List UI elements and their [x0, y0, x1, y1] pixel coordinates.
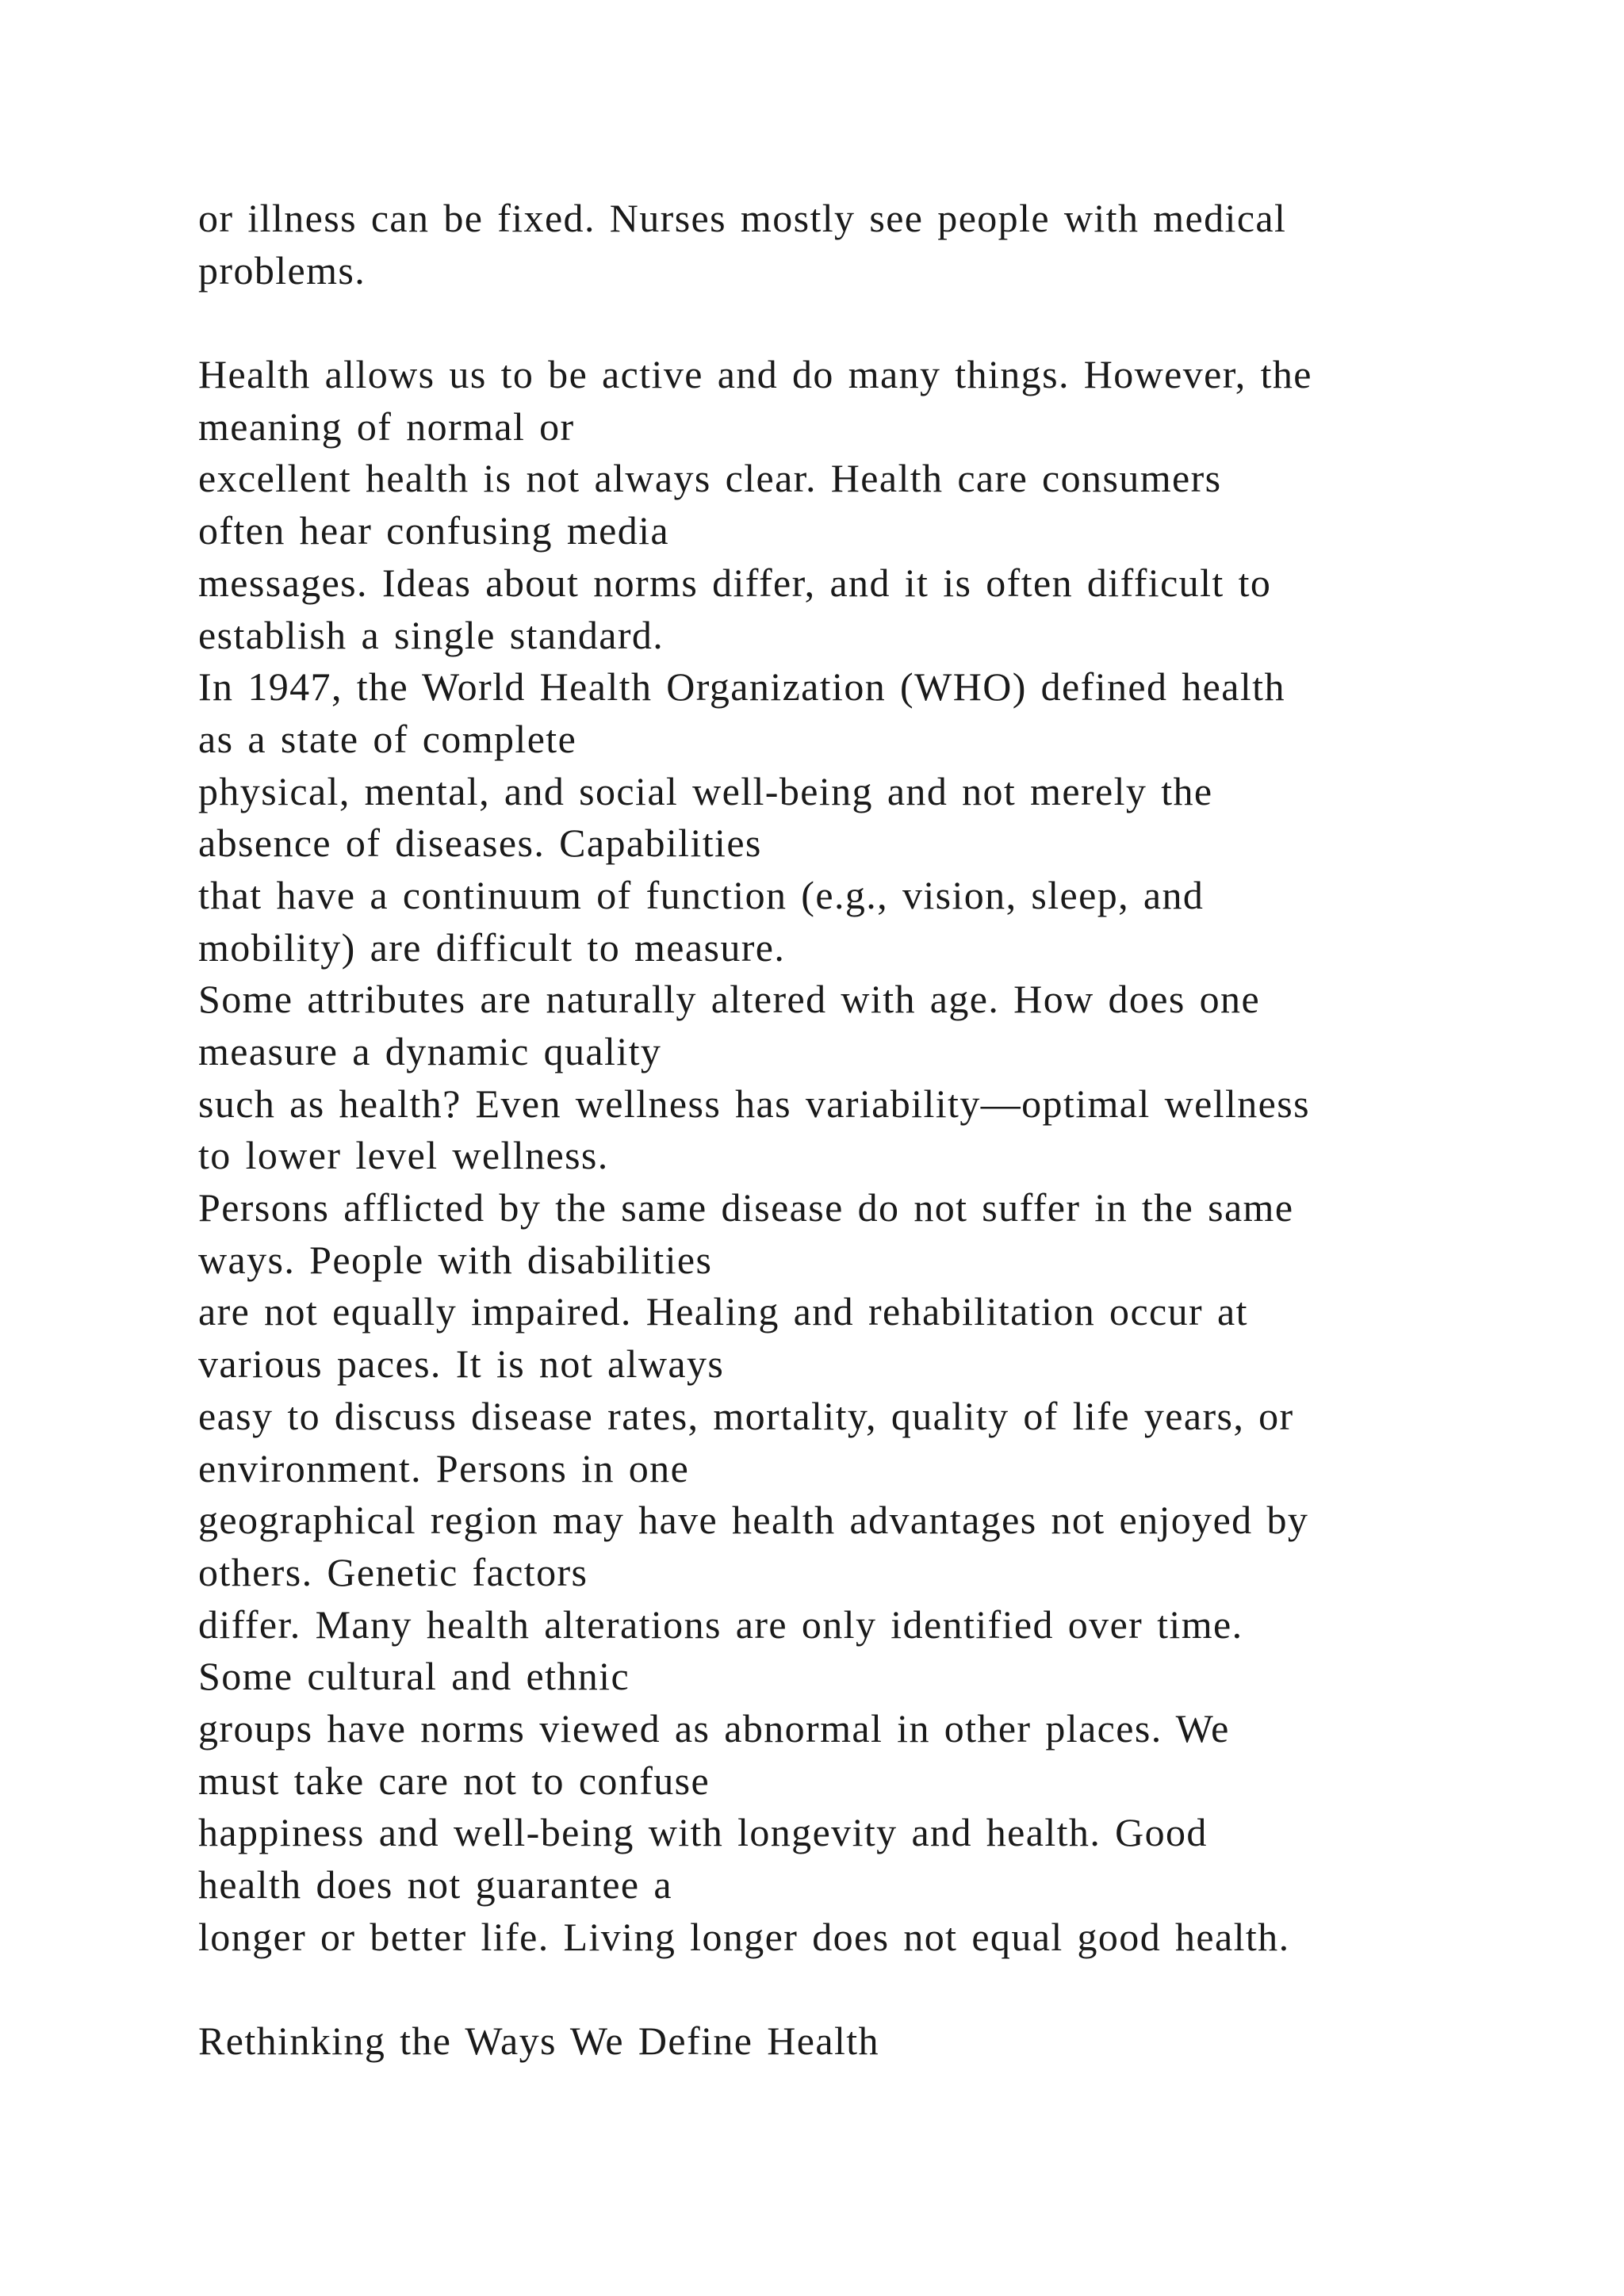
text-line: In 1947, the World Health Organization (WHO) defined health [198, 664, 1285, 710]
text-line: absence of diseases. Capabilities [198, 821, 762, 866]
text-line: establish a single standard. [198, 612, 665, 657]
text-line: various paces. It is not always [198, 1341, 725, 1387]
text-line: measure a dynamic quality [198, 1029, 662, 1073]
text-line: problems. [198, 247, 366, 293]
text-line: geographical region may have health advantages not enjoyed by [198, 1498, 1309, 1543]
text-line: messages. Ideas about norms differ, and it is often difficult to [198, 560, 1272, 605]
text-line: physical, mental, and social well-being and not merely the [198, 768, 1213, 813]
text-line: longer or better life. Living longer does not equal good health. [198, 1914, 1290, 1959]
text-line: Persons afflicted by the same disease do not suffer in the same [198, 1185, 1294, 1230]
text-line: must take care not to confuse [198, 1758, 710, 1803]
text-line: mobility) are difficult to measure. [198, 924, 786, 970]
text-line: Health allows us to be active and do many things. However, the [198, 352, 1312, 397]
section-heading: Rethinking the Ways We Define Health [198, 2019, 879, 2064]
text-line: that have a continuum of function (e.g., vision, sleep, and [198, 872, 1205, 917]
text-line: groups have norms viewed as abnormal in other places. We [198, 1705, 1230, 1751]
text-line: are not equally impaired. Healing and rehabilitation occur at [198, 1289, 1248, 1334]
text-line: to lower level wellness. [198, 1133, 609, 1178]
text-line: Some attributes are naturally altered with age. How does one [198, 977, 1261, 1022]
text-line: or illness can be fixed. Nurses mostly see people with medical [198, 196, 1287, 240]
text-line: ways. People with disabilities [198, 1237, 713, 1282]
text-line: happiness and well-being with longevity and health. Good [198, 1810, 1208, 1855]
text-line: often hear confusing media [198, 508, 670, 553]
text-line: such as health? Even wellness has variability—optimal wellness [198, 1081, 1310, 1126]
document-body [198, 193, 1499, 2068]
paragraph-gap [198, 297, 1499, 349]
text-line: excellent health is not always clear. Health care consumers [198, 456, 1222, 501]
text-line: health does not guarantee a [198, 1862, 673, 1907]
text-line: meaning of normal or [198, 404, 575, 449]
text-line: Some cultural and ethnic [198, 1654, 630, 1699]
text-line: environment. Persons in one [198, 1445, 690, 1490]
paragraph-gap [198, 1963, 1499, 2015]
text-line: as a state of complete [198, 716, 577, 761]
text-line: others. Genetic factors [198, 1549, 588, 1594]
text-line: differ. Many health alterations are only identified over time. [198, 1601, 1243, 1647]
text-line: easy to discuss disease rates, mortality, quality of life years, or [198, 1393, 1294, 1438]
